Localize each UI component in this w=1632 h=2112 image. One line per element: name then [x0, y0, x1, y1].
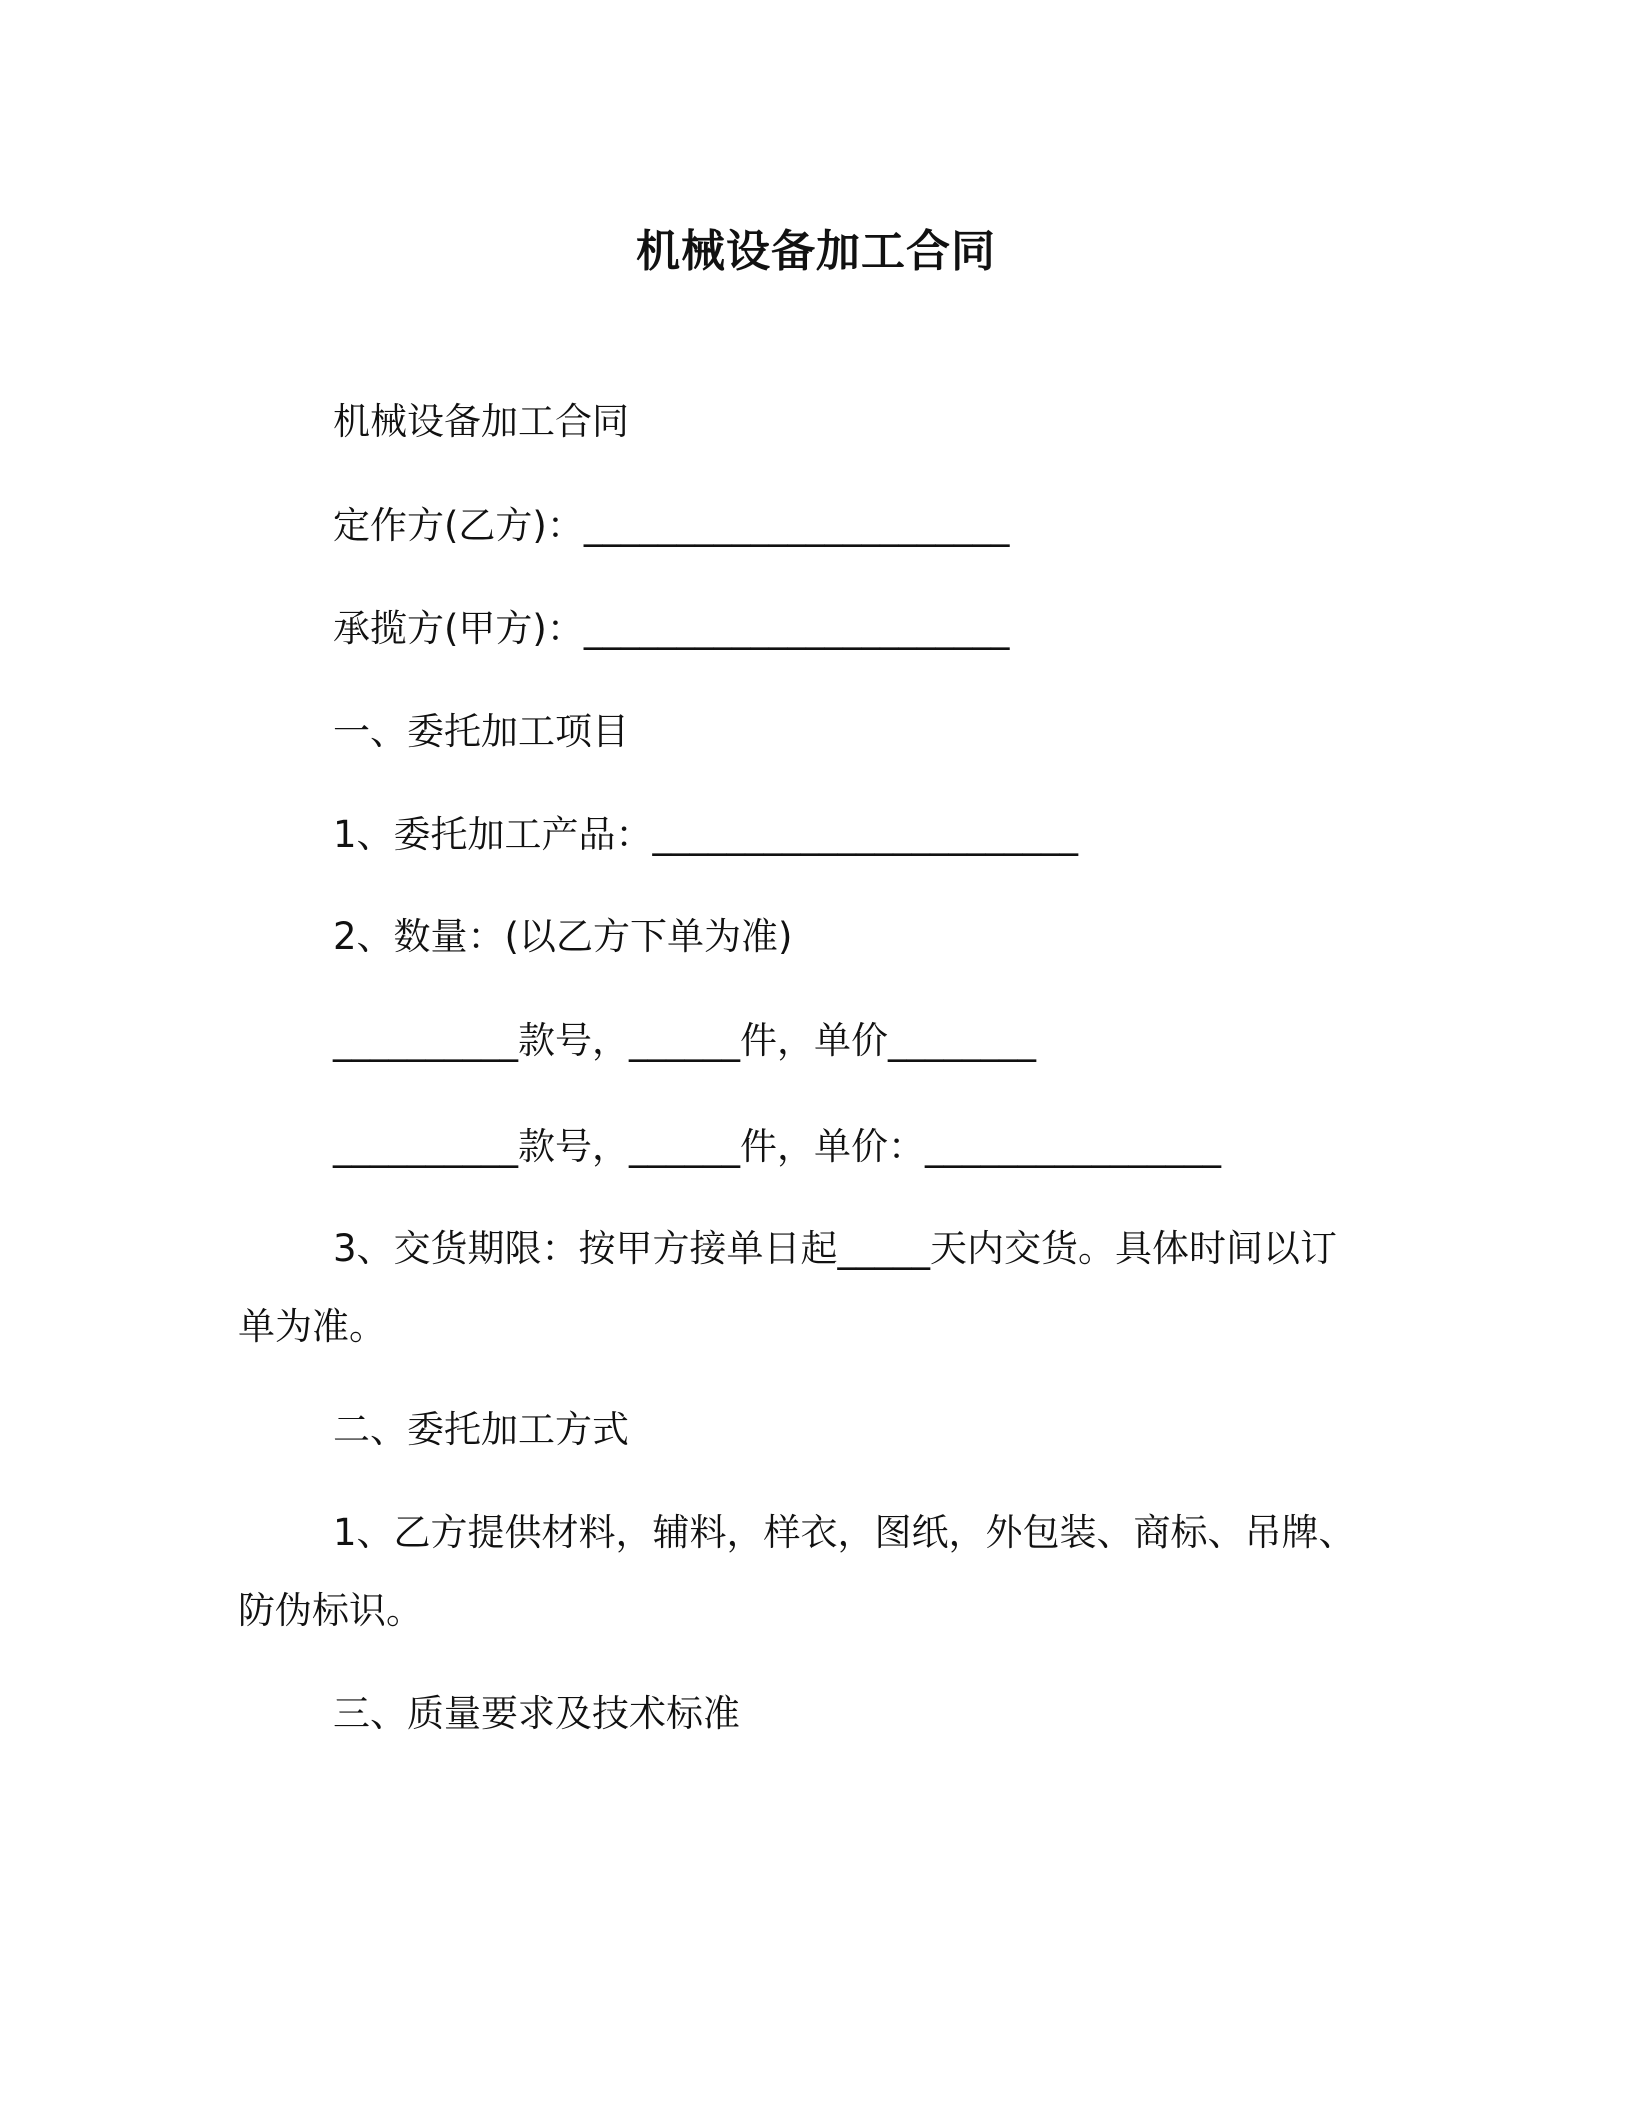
quantity-row-1: __________款号，______件，单价________: [333, 1019, 1036, 1062]
section-1-heading: 一、委托加工项目: [333, 710, 629, 753]
quantity-row-2: __________款号，______件，单价：________________: [333, 1125, 1221, 1168]
section-2-item-1-paragraph: 1、乙方提供材料，辅料，样衣，图纸，外包装、商标、吊牌、防伪标识。: [238, 1511, 1356, 1632]
contract-subtitle: 机械设备加工合同: [333, 400, 629, 443]
party-a-line: 承揽方(甲方)：_______________________: [333, 607, 1010, 650]
item-1-product-line: 1、委托加工产品：_______________________: [333, 813, 1079, 856]
party-b-line: 定作方(乙方)：_______________________: [333, 504, 1010, 547]
item-2-quantity-line: 2、数量：(以乙方下单为准): [333, 915, 793, 958]
section-2-heading: 二、委托加工方式: [333, 1408, 629, 1451]
section-3-heading: 三、质量要求及技术标准: [333, 1692, 740, 1735]
item-3-delivery-paragraph: 3、交货期限：按甲方接单日起_____天内交货。具体时间以订单为准。: [238, 1227, 1338, 1348]
document-title: 机械设备加工合同: [636, 226, 996, 277]
